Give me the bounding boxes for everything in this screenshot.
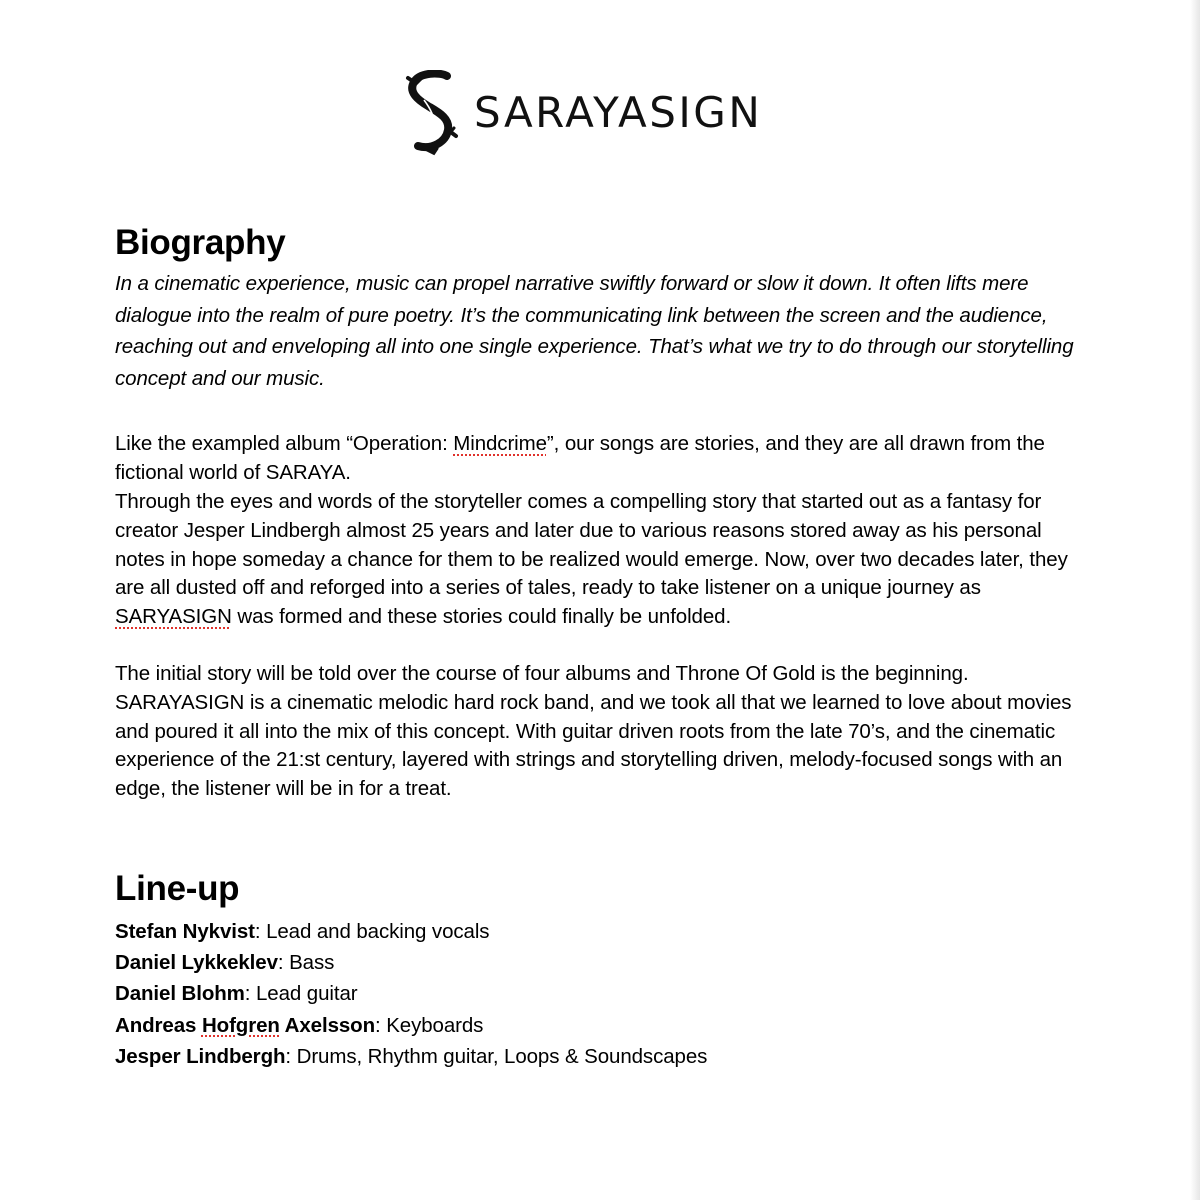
biography-heading: Biography (115, 223, 286, 262)
text-run: Andreas (115, 1013, 202, 1037)
member-name (115, 1014, 375, 1037)
document-content (115, 220, 1090, 1072)
spellcheck-flagged-word[interactable]: SARYASIGN (115, 605, 232, 629)
member-role: : Bass (277, 951, 335, 975)
member-role: : Drums, Rhythm guitar, Loops & Soundscapes (285, 1044, 708, 1068)
paragraph-spacer (115, 632, 1090, 660)
biography-intro: In a cinematic experience, music can propel narrative swiftly forward or slow it down. It often lifts mere dialogue into the realm of pure poetry. It’s the communicating link between the screen and the audience, reaching out and enveloping all into one single experience. That’s what we try to do through our storytelling concept and our music. (115, 272, 1074, 390)
lineup-member (115, 916, 1090, 947)
s-emblem-icon (404, 70, 460, 156)
lineup-member (115, 978, 1090, 1009)
text-run: Like the exampled album “Operation: (115, 432, 454, 456)
member-name: Stefan Nykvist (115, 919, 255, 943)
lineup-member (115, 1010, 1090, 1041)
spellcheck-flagged-word[interactable]: Mindcrime (453, 432, 547, 456)
lineup-member (115, 1041, 1090, 1072)
text-run: was formed and these stories could finally be unfolded. (231, 605, 732, 629)
biography-paragraph-2 (115, 488, 1090, 632)
lineup-list (115, 916, 1090, 1072)
member-name: Jesper Lindbergh (115, 1044, 286, 1068)
biography-paragraph-3: The initial story will be told over the course of four albums and Throne Of Gold is the beginning. SARAYASIGN is a cinematic melodic hard rock band, and we took all that we learned to love about movies and poured it all into the mix of this concept. With guitar driven roots from the late 70’s, and the cinematic experience of the 21:st century, layered with strings and storytelling driven, melody-focused songs with an edge, the listener will be in for a treat. (115, 661, 1072, 801)
lineup-member (115, 947, 1090, 978)
member-name: Daniel Blohm (115, 982, 245, 1006)
spellcheck-flagged-word[interactable]: Hofgren (201, 1013, 280, 1037)
section-spacer (115, 804, 1090, 866)
text-run: ”, our songs are stories, and they are all drawn from the fictional world of SARAYA. (115, 432, 1045, 485)
lineup-heading: Line-up (115, 868, 240, 908)
biography-paragraph-1 (115, 430, 1090, 488)
member-role: : Lead and backing vocals (254, 919, 490, 943)
page-edge-shadow (1190, 0, 1200, 1200)
sarayasign-logo (404, 70, 762, 156)
logo-wordmark: SARAYASIGN (474, 88, 763, 137)
member-role: : Keyboards (375, 1013, 484, 1037)
member-name: Daniel Lykkeklev (115, 951, 278, 975)
paragraph-spacer (115, 394, 1090, 430)
text-run: Through the eyes and words of the storyteller comes a compelling story that started out as a fantasy for creator Jesper Lindbergh almost 25 years and later due to various reasons stored away as his personal notes in hope someday a chance for them to be realized would emerge. Now, over two decades later, they are all dusted off and reforged into a series of tales, ready to take listener on a unique journey as (115, 489, 1068, 600)
text-run: Axelsson (279, 1013, 376, 1037)
member-role: : Lead guitar (244, 982, 358, 1006)
